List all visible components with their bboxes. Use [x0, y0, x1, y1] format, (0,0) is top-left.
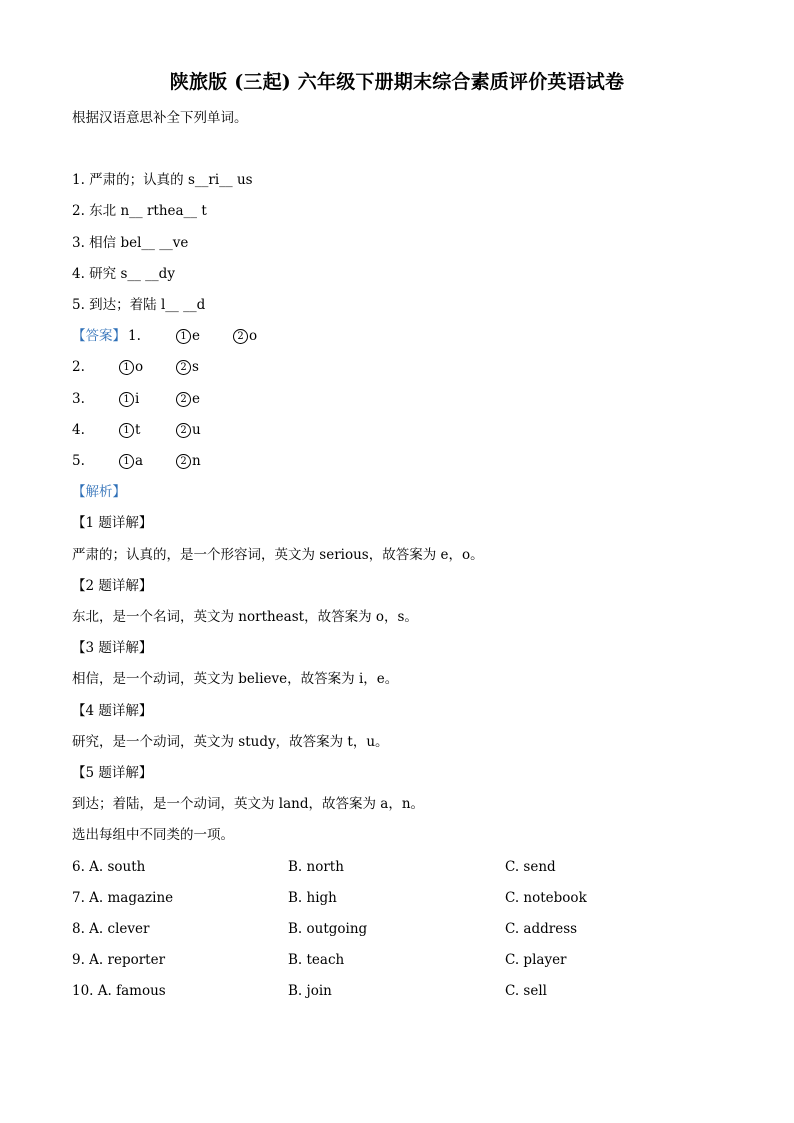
detail-4-text: 研究，是一个动词，英文为 study，故答案为 t，u。	[72, 734, 389, 750]
choice-8-b: B. outgoing	[288, 921, 368, 937]
answer-3-blank-2: 2 e	[176, 390, 200, 408]
choice-10-a: 10. A. famous	[72, 983, 166, 999]
choice-7-c: C. notebook	[505, 890, 587, 906]
circled-number-2-marker: 2	[176, 423, 191, 438]
analysis-label: 【解析】	[72, 484, 126, 500]
choice-6-a: 6. A. south	[72, 859, 146, 875]
circled-number-1-marker: 1	[119, 360, 134, 375]
circled-number-2-marker: 2	[176, 392, 191, 407]
question-2: 2. 东北 n__ rthea__ t	[72, 203, 207, 219]
choice-6-c: C. send	[505, 859, 556, 875]
circled-number-1-marker: 1	[119, 454, 134, 469]
question-4: 4. 研究 s__ __dy	[72, 266, 175, 282]
detail-3-heading: 【3 题详解】	[72, 640, 153, 656]
choice-9-c: C. player	[505, 952, 567, 968]
answer-2-blank-2: 2 s	[176, 358, 199, 376]
circled-number-2-marker: 2	[176, 360, 191, 375]
detail-4-heading: 【4 题详解】	[72, 703, 153, 719]
page-title: 陕旅版 (三起) 六年级下册期末综合素质评价英语试卷	[169, 71, 625, 93]
choice-8-a: 8. A. clever	[72, 921, 150, 937]
answer-3-number: 3.	[72, 391, 85, 407]
detail-2-heading: 【2 题详解】	[72, 578, 153, 594]
choice-10-b: B. join	[288, 983, 332, 999]
choice-6-b: B. north	[288, 859, 344, 875]
circled-number-1-marker: 1	[176, 329, 191, 344]
answer-2-number: 2.	[72, 359, 85, 375]
detail-2-text: 东北，是一个名词，英文为 northeast，故答案为 o，s。	[72, 609, 418, 625]
detail-1-text: 严肃的；认真的，是一个形容词，英文为 serious，故答案为 e，o。	[72, 547, 484, 563]
answer-5-blank-1: 1 a	[119, 452, 143, 470]
detail-5-heading: 【5 题详解】	[72, 765, 153, 781]
answer-1-number: 1.	[128, 328, 141, 344]
answer-1-blank-2: 2 o	[233, 327, 257, 345]
answer-4-number: 4.	[72, 422, 85, 438]
detail-1-heading: 【1 题详解】	[72, 515, 153, 531]
circled-number-1-marker: 1	[119, 392, 134, 407]
question-5: 5. 到达；着陆 l__ __d	[72, 297, 206, 313]
answer-3-blank-1: 1 i	[119, 390, 139, 408]
answer-label: 【答案】	[72, 328, 126, 344]
choice-7-a: 7. A. magazine	[72, 890, 174, 906]
circled-number-2-marker: 2	[176, 454, 191, 469]
question-3: 3. 相信 bel__ __ve	[72, 235, 189, 251]
section1-instruction: 根据汉语意思补全下列单词。	[72, 110, 248, 126]
choice-8-c: C. address	[505, 921, 578, 937]
answer-1-blank-1: 1 e	[176, 327, 200, 345]
answer-2-blank-1: 1 o	[119, 358, 143, 376]
detail-5-text: 到达；着陆，是一个动词，英文为 land，故答案为 a，n。	[72, 796, 425, 812]
detail-3-text: 相信，是一个动词，英文为 believe，故答案为 i，e。	[72, 671, 399, 687]
choice-9-a: 9. A. reporter	[72, 952, 166, 968]
choice-10-c: C. sell	[505, 983, 547, 999]
answer-5-number: 5.	[72, 453, 85, 469]
answer-4-blank-2: 2 u	[176, 421, 201, 439]
question-1: 1. 严肃的；认真的 s__ri__ us	[72, 172, 253, 188]
circled-number-1-marker: 1	[119, 423, 134, 438]
choice-9-b: B. teach	[288, 952, 345, 968]
answer-4-blank-1: 1 t	[119, 421, 140, 439]
choice-7-b: B. high	[288, 890, 337, 906]
section2-instruction: 选出每组中不同类的一项。	[72, 827, 234, 843]
answer-5-blank-2: 2 n	[176, 452, 201, 470]
circled-number-2-marker: 2	[233, 329, 248, 344]
